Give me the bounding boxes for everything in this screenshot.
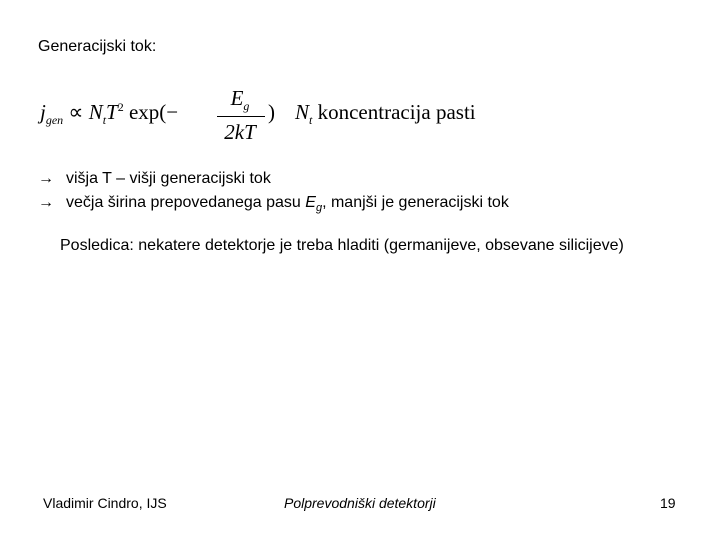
formula-j-sub: gen: [45, 113, 64, 128]
formula-numerator: E: [230, 86, 244, 110]
formula-numerator-sub: g: [243, 99, 250, 114]
bullet-text-2-suffix: , manjši je generacijski tok: [322, 194, 509, 211]
list-item: [38, 167, 509, 191]
arrow-icon: →: [38, 194, 54, 211]
bullet-text-2-sub: g: [315, 202, 323, 215]
page-number: 19: [660, 495, 676, 511]
formula-n-sub: t: [102, 113, 107, 128]
formula-denominator: 2kT: [224, 120, 256, 144]
list-item: [38, 191, 509, 220]
formula-nt-label: koncentracija pasti: [317, 100, 476, 124]
fraction-bar: [217, 116, 265, 117]
bullet-text-2-e: E: [305, 194, 316, 211]
consequence-text: Posledica: nekatere detektorje je treba hladiti (germanijeve, obsevane silicijeve): [60, 237, 624, 254]
formula-exp: exp(−: [128, 100, 179, 124]
footer-author: Vladimir Cindro, IJS: [43, 495, 167, 511]
footer-title: Polprevodniški detektorji: [284, 495, 436, 511]
formula-j: j: [40, 100, 46, 124]
formula-proportional: ∝: [68, 100, 84, 124]
formula-n: N: [88, 100, 103, 124]
bullet-text-1: višja T – višji generacijski tok: [66, 170, 271, 187]
formula-nt: N: [295, 100, 310, 124]
formula-t-exp: 2: [117, 100, 124, 114]
bullet-text-2-prefix: večja širina prepovedanega pasu: [66, 194, 306, 211]
page-heading: Generacijski tok:: [38, 38, 157, 55]
consequence-list: [38, 167, 509, 220]
generation-current-formula: [40, 86, 510, 148]
formula-close: ): [268, 100, 275, 124]
arrow-icon: →: [38, 170, 54, 187]
formula-t: T: [106, 100, 118, 124]
formula-nt-sub: t: [309, 113, 313, 128]
